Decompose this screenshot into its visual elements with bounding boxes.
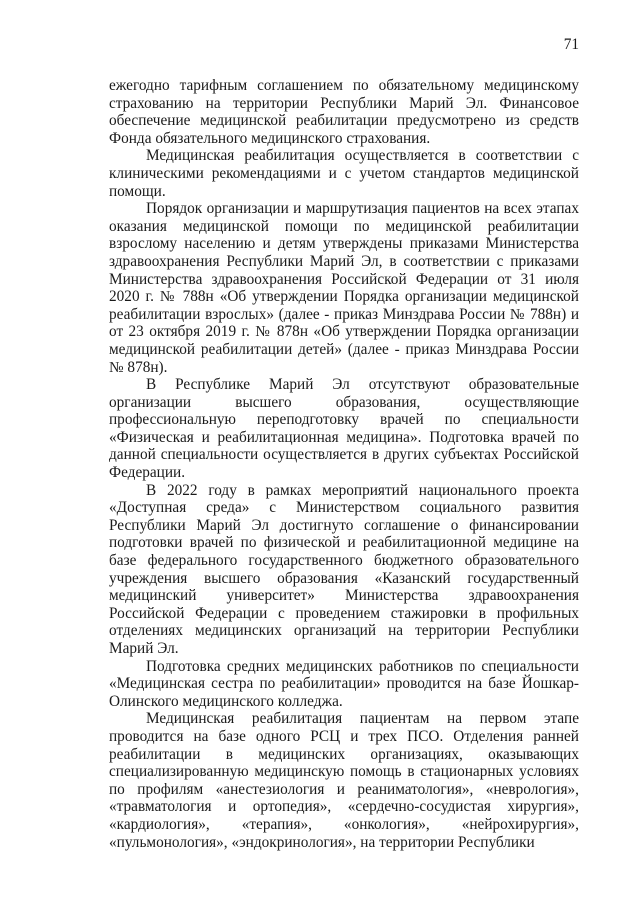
paragraph-routing-order: Порядок организации и маршрутизация пациентов на всех этапах оказания медицинской помощи по медицинской реабилитации взрослому населению и детям утверждены приказами Министерства здравоохранения Республики Марий Эл, в соответствии с приказами Министерства здравоохранения Российской Федерации от 31 июля 2020 г. № 788н «Об утверждении Порядка организации медицинской реабилитации взрослых» (далее - приказ Минздрава России № 788н) и от 23 октября 2019 г. № 878н «Об утверждении Порядка организации медицинской реабилитации детей» (далее - приказ Минздрава России № 878н).: [109, 200, 579, 376]
paragraph-first-stage: Медицинская реабилитация пациентам на первом этапе проводится на базе одного РСЦ и трех ПСО. Отделения ранней реабилитации в медицинских организациях, оказывающих специализированную медицинскую помощь в стационарных условиях по профилям «анестезиология и реаниматология», «неврология», «травматология и ортопедия», «сердечно-сосудистая хирургия», «кардиология», «терапия», «онкология», «нейрохирургия», «пульмонология», «эндокринология», на территории Республики: [109, 710, 579, 851]
paragraph-clinical-recommendations: Медицинская реабилитация осуществляется в соответствии с клиническими рекомендациями и с учетом стандартов медицинской помощи.: [109, 147, 579, 200]
paragraph-funding: ежегодно тарифным соглашением по обязательному медицинскому страхованию на территории Республики Марий Эл. Финансовое обеспечение медицинской реабилитации предусмотрено из средств Фонда обязательного медицинского страхования.: [109, 77, 579, 147]
body-text: [109, 77, 579, 851]
page-number: 71: [563, 36, 579, 53]
paragraph-education: В Республике Марий Эл отсутствуют образовательные организации высшего образования, осуществляющие профессиональную переподготовку врачей по специальности «Физическая и реабилитационная медицина». Подготовка врачей по данной специальности осуществляется в других субъектах Российской Федерации.: [109, 376, 579, 482]
paragraph-accessible-environment: В 2022 году в рамках мероприятий национального проекта «Доступная среда» с Министерством социального развития Республики Марий Эл достигнуто соглашение о финансировании подготовки врачей по физической и реабилитационной медицине на базе федерального государственного бюджетного образовательного учреждения высшего образования «Казанский государственный медицинский университет» Министерства здравоохранения Российской Федерации с проведением стажировки в профильных отделениях медицинских организаций на территории Республики Марий Эл.: [109, 481, 579, 657]
paragraph-nurse-training: Подготовка средних медицинских работников по специальности «Медицинская сестра по реабилитации» проводится на базе Йошкар-Олинского медицинского колледжа.: [109, 657, 579, 710]
